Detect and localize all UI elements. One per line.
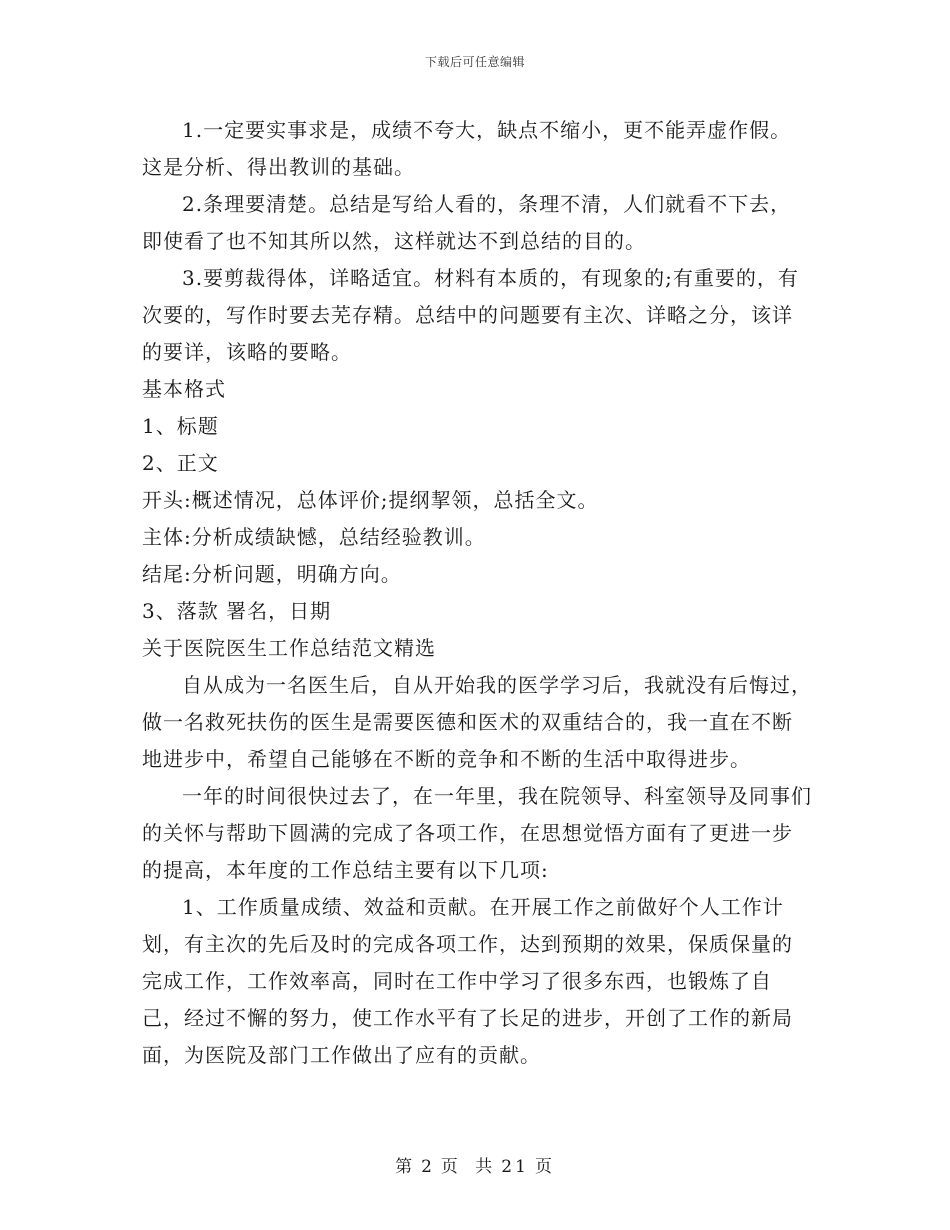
- format-item-main: 主体:分析成绩缺憾，总结经验教训。: [142, 525, 486, 549]
- paragraph-principle-1: 1.一定要实事求是，成绩不夸大，缺点不缩小，更不能弄虚作假。这是分析、得出教训的基础。: [142, 118, 792, 179]
- footer-mid: 页 共: [440, 1157, 496, 1177]
- page-header: 下载后可任意编辑: [424, 55, 525, 69]
- paragraph-principle-2: 2.条理要清楚。总结是写给人看的，条理不清，人们就看不下去，即使看了也不知其所以然，这样就达不到总结的目的。: [142, 192, 792, 253]
- paragraph-intro: 自从成为一名医生后，自从开始我的医学学习后，我就没有后悔过，做一名救死扶伤的医生是需要医德和医术的双重结合的，我一直在不断地进步中，希望自己能够在不断的竞争和不断的生活中取得进步。: [142, 673, 812, 771]
- section-heading-basic-format: 基本格式: [142, 377, 226, 401]
- footer-prefix: 第: [395, 1157, 416, 1177]
- format-item-ending: 结尾:分析问题，明确方向。: [142, 562, 402, 586]
- format-item-body: 2、正文: [142, 451, 219, 475]
- paragraph-work-quality: 1、工作质量成绩、效益和贡献。在开展工作之前做好个人工作计划，有主次的先后及时的完成各项工作，达到预期的效果，保质保量的完成工作，工作效率高，同时在工作中学习了很多东西，也锻炼了自己，经过不懈的努力，使工作水平有了长足的进步，开创了工作的新局面，为医院及部门工作做出了应有的贡献。: [142, 895, 793, 1067]
- footer-page-number: 2: [421, 1157, 435, 1177]
- paragraph-principle-3: 3.要剪裁得体，详略适宜。材料有本质的，有现象的;有重要的，有次要的，写作时要去芜存精。总结中的问题要有主次、详略之分，该详的要详，该略的要略。: [142, 266, 799, 364]
- page-footer: [0, 1152, 950, 1177]
- format-item-title: 1、标题: [142, 414, 219, 438]
- footer-total-pages: 21: [501, 1157, 529, 1177]
- article-title: 关于医院医生工作总结范文精选: [142, 636, 436, 660]
- footer-suffix: 页: [534, 1157, 555, 1177]
- document-body: [142, 112, 812, 1074]
- format-item-opening: 开头:概述情况，总体评价;提纲挈领，总括全文。: [142, 488, 599, 512]
- paragraph-year-review: 一年的时间很快过去了，在一年里，我在院领导、科室领导及同事们的关怀与帮助下圆满的完成了各项工作，在思想觉悟方面有了更进一步的提高，本年度的工作总结主要有以下几项:: [142, 784, 812, 882]
- format-item-signature: 3、落款 署名，日期: [142, 599, 332, 623]
